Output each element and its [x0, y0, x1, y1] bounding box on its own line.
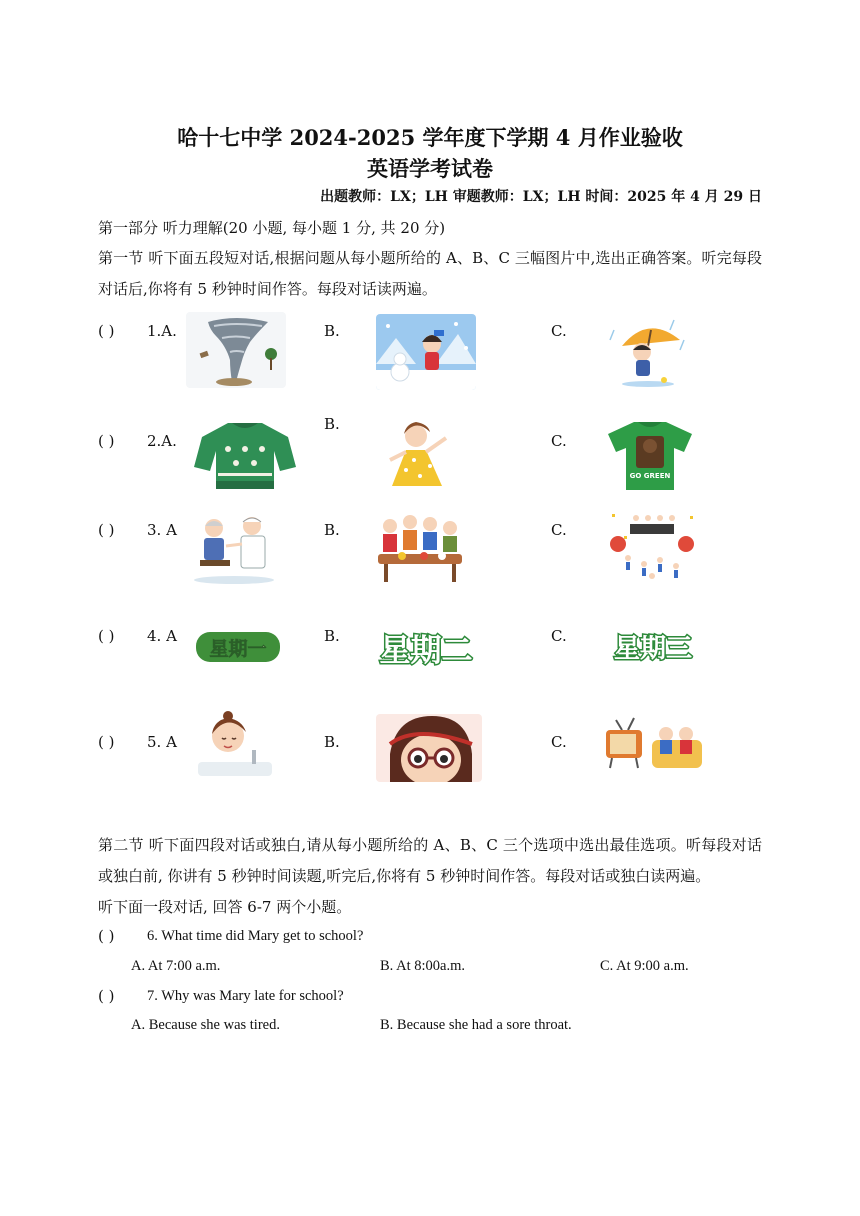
- shirt-text: GO GREEN: [629, 472, 671, 480]
- school-party-icon: [604, 508, 700, 588]
- answer-blank[interactable]: ( ): [98, 521, 115, 539]
- sweater-icon: [192, 417, 298, 493]
- washing-face-icon: [192, 706, 278, 782]
- monday-text-icon: [188, 618, 288, 676]
- girl-umbrella-rain-icon: [604, 310, 692, 390]
- answer-blank[interactable]: ( ): [98, 733, 115, 751]
- option-a[interactable]: A. Because she was tired.: [131, 1017, 280, 1033]
- answer-blank[interactable]: ( ): [98, 322, 115, 340]
- option-c-label: C.: [551, 627, 567, 645]
- option-c[interactable]: C. At 9:00 a.m.: [600, 958, 689, 974]
- question-number: 1.A.: [147, 322, 177, 340]
- girl-dress-icon: [376, 414, 468, 492]
- question-number: 2.A.: [147, 432, 177, 450]
- option-b-label: B.: [324, 521, 340, 539]
- section2-sub-intro: 听下面一段对话, 回答 6-7 两个小题。: [98, 898, 352, 916]
- wednesday-text: 星期三: [613, 634, 693, 664]
- question-text: 7. Why was Mary late for school?: [147, 988, 344, 1004]
- option-b-label: B.: [324, 627, 340, 645]
- snowman-girl-icon: [376, 314, 476, 390]
- question-number: 4. A: [147, 627, 177, 645]
- answer-blank[interactable]: ( ): [98, 432, 115, 450]
- section2-instructions: 第二节 听下面四段对话或独白,请从每小题所给的 A、B、C 三个选项中选出最佳选项。听每段对话或独白前, 你讲有 5 秒钟时间读题,听完后,你将有 5 秒钟时间作答。每段对话或独白读两遍。: [98, 836, 762, 885]
- tuesday-text-icon: [368, 614, 484, 680]
- monday-text: 星期一: [209, 638, 267, 660]
- option-c-label: C.: [551, 432, 567, 450]
- answer-blank[interactable]: ( ): [98, 927, 115, 945]
- option-b-label: B.: [324, 415, 340, 433]
- option-b[interactable]: B. At 8:00a.m.: [380, 958, 465, 974]
- tshirt-icon: [604, 418, 696, 494]
- option-c-label: C.: [551, 322, 567, 340]
- question-text: 6. What time did Mary get to school?: [147, 928, 364, 944]
- option-b-label: B.: [324, 322, 340, 340]
- exam-meta: 出题教师：LX；LH 审题教师：LX；LH 时间：2025 年 4 月 29 日: [320, 189, 762, 205]
- tv-family-icon: [600, 710, 706, 778]
- answer-blank[interactable]: ( ): [98, 987, 115, 1005]
- option-b[interactable]: B. Because she had a sore throat.: [380, 1017, 572, 1033]
- option-b-label: B.: [324, 733, 340, 751]
- option-c-label: C.: [551, 521, 567, 539]
- tuesday-text: 星期二: [379, 633, 473, 669]
- exam-title: 哈十七中学 2024-2025 学年度下学期 4 月作业验收: [177, 125, 683, 150]
- option-a[interactable]: A. At 7:00 a.m.: [131, 958, 221, 974]
- girl-glasses-icon: [376, 714, 482, 782]
- part1-heading: 第一部分 听力理解(20 小题, 每小题 1 分, 共 20 分): [98, 219, 446, 237]
- tornado-icon: [186, 312, 286, 388]
- family-dinner-icon: [372, 506, 468, 586]
- question-number: 3. A: [147, 521, 177, 539]
- doctor-patient-icon: [186, 508, 282, 586]
- option-c-label: C.: [551, 733, 567, 751]
- section1-instructions: 第一节 听下面五段短对话,根据问题从每小题所给的 A、B、C 三幅图片中,选出正确答案。听完每段对话后,你将有 5 秒钟时间作答。每段对话读两遍。: [98, 249, 762, 298]
- answer-blank[interactable]: ( ): [98, 627, 115, 645]
- question-number: 5. A: [147, 733, 177, 751]
- wednesday-text-icon: [600, 614, 706, 676]
- exam-subtitle: 英语学考试卷: [367, 156, 493, 181]
